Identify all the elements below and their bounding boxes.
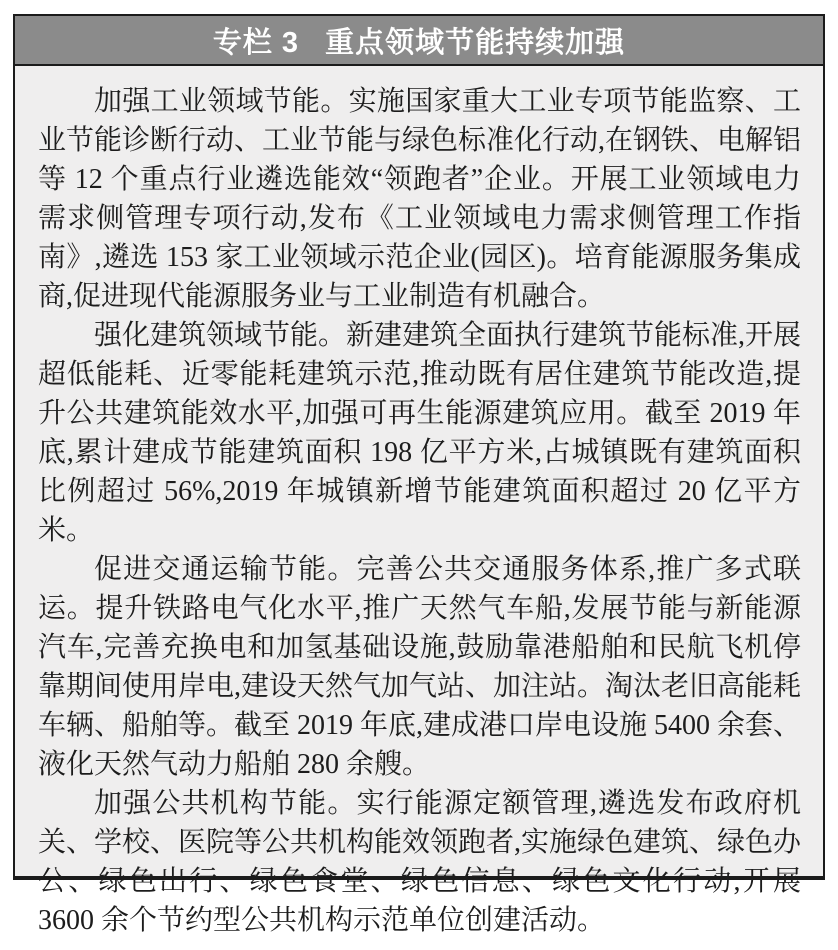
column-box-header [15,16,823,66]
paragraph: 强化建筑领域节能。新建建筑全面执行建筑节能标准,开展超低能耗、近零能耗建筑示范,推动既有居住建筑节能改造,提升公共建筑能效水平,加强可再生能源建筑应用。截至 2019 年底,累计建成节能建筑面积 198 亿平方米,占城镇既有建筑面积比例超过 56%,2019 年城镇新增节能建筑面积超过 20 亿平方米。 [38,320,802,546]
paragraph: 促进交通运输节能。完善公共交通服务体系,推广多式联运。提升铁路电气化水平,推广天然气车船,发展节能与新能源汽车,完善充换电和加氢基础设施,鼓励靠港船舶和民航飞机停靠期间使用岸电,建设天然气加气站、加注站。淘汰老旧高能耗车辆、船舶等。截至 2019 年底,建成港口岸电设施 5400 余套、液化天然气动力船舶 280 余艘。 [38,554,802,780]
column-box [13,14,825,936]
paragraph: 加强公共机构节能。实行能源定额管理,遴选发布政府机关、学校、医院等公共机构能效领跑者,实施绿色建筑、绿色办公、绿色出行、绿色食堂、绿色信息、绿色文化行动,开展 3600 余个节约型公共机构示范单位创建活动。 [38,788,802,936]
column-label: 专栏 3 [212,26,300,59]
column-title: 重点领域节能持续加强 [325,26,626,59]
column-box-body [15,66,823,950]
paragraph: 加强工业领域节能。实施国家重大工业专项节能监察、工业节能诊断行动、工业节能与绿色标准化行动,在钢铁、电解铝等 12 个重点行业遴选能效“领跑者”企业。开展工业领域电力需求侧管理专项行动,发布《工业领域电力需求侧管理工作指南》,遴选 153 家工业领域示范企业(园区)。培育能源服务集成商,促进现代能源服务业与工业制造有机融合。 [38,86,802,312]
